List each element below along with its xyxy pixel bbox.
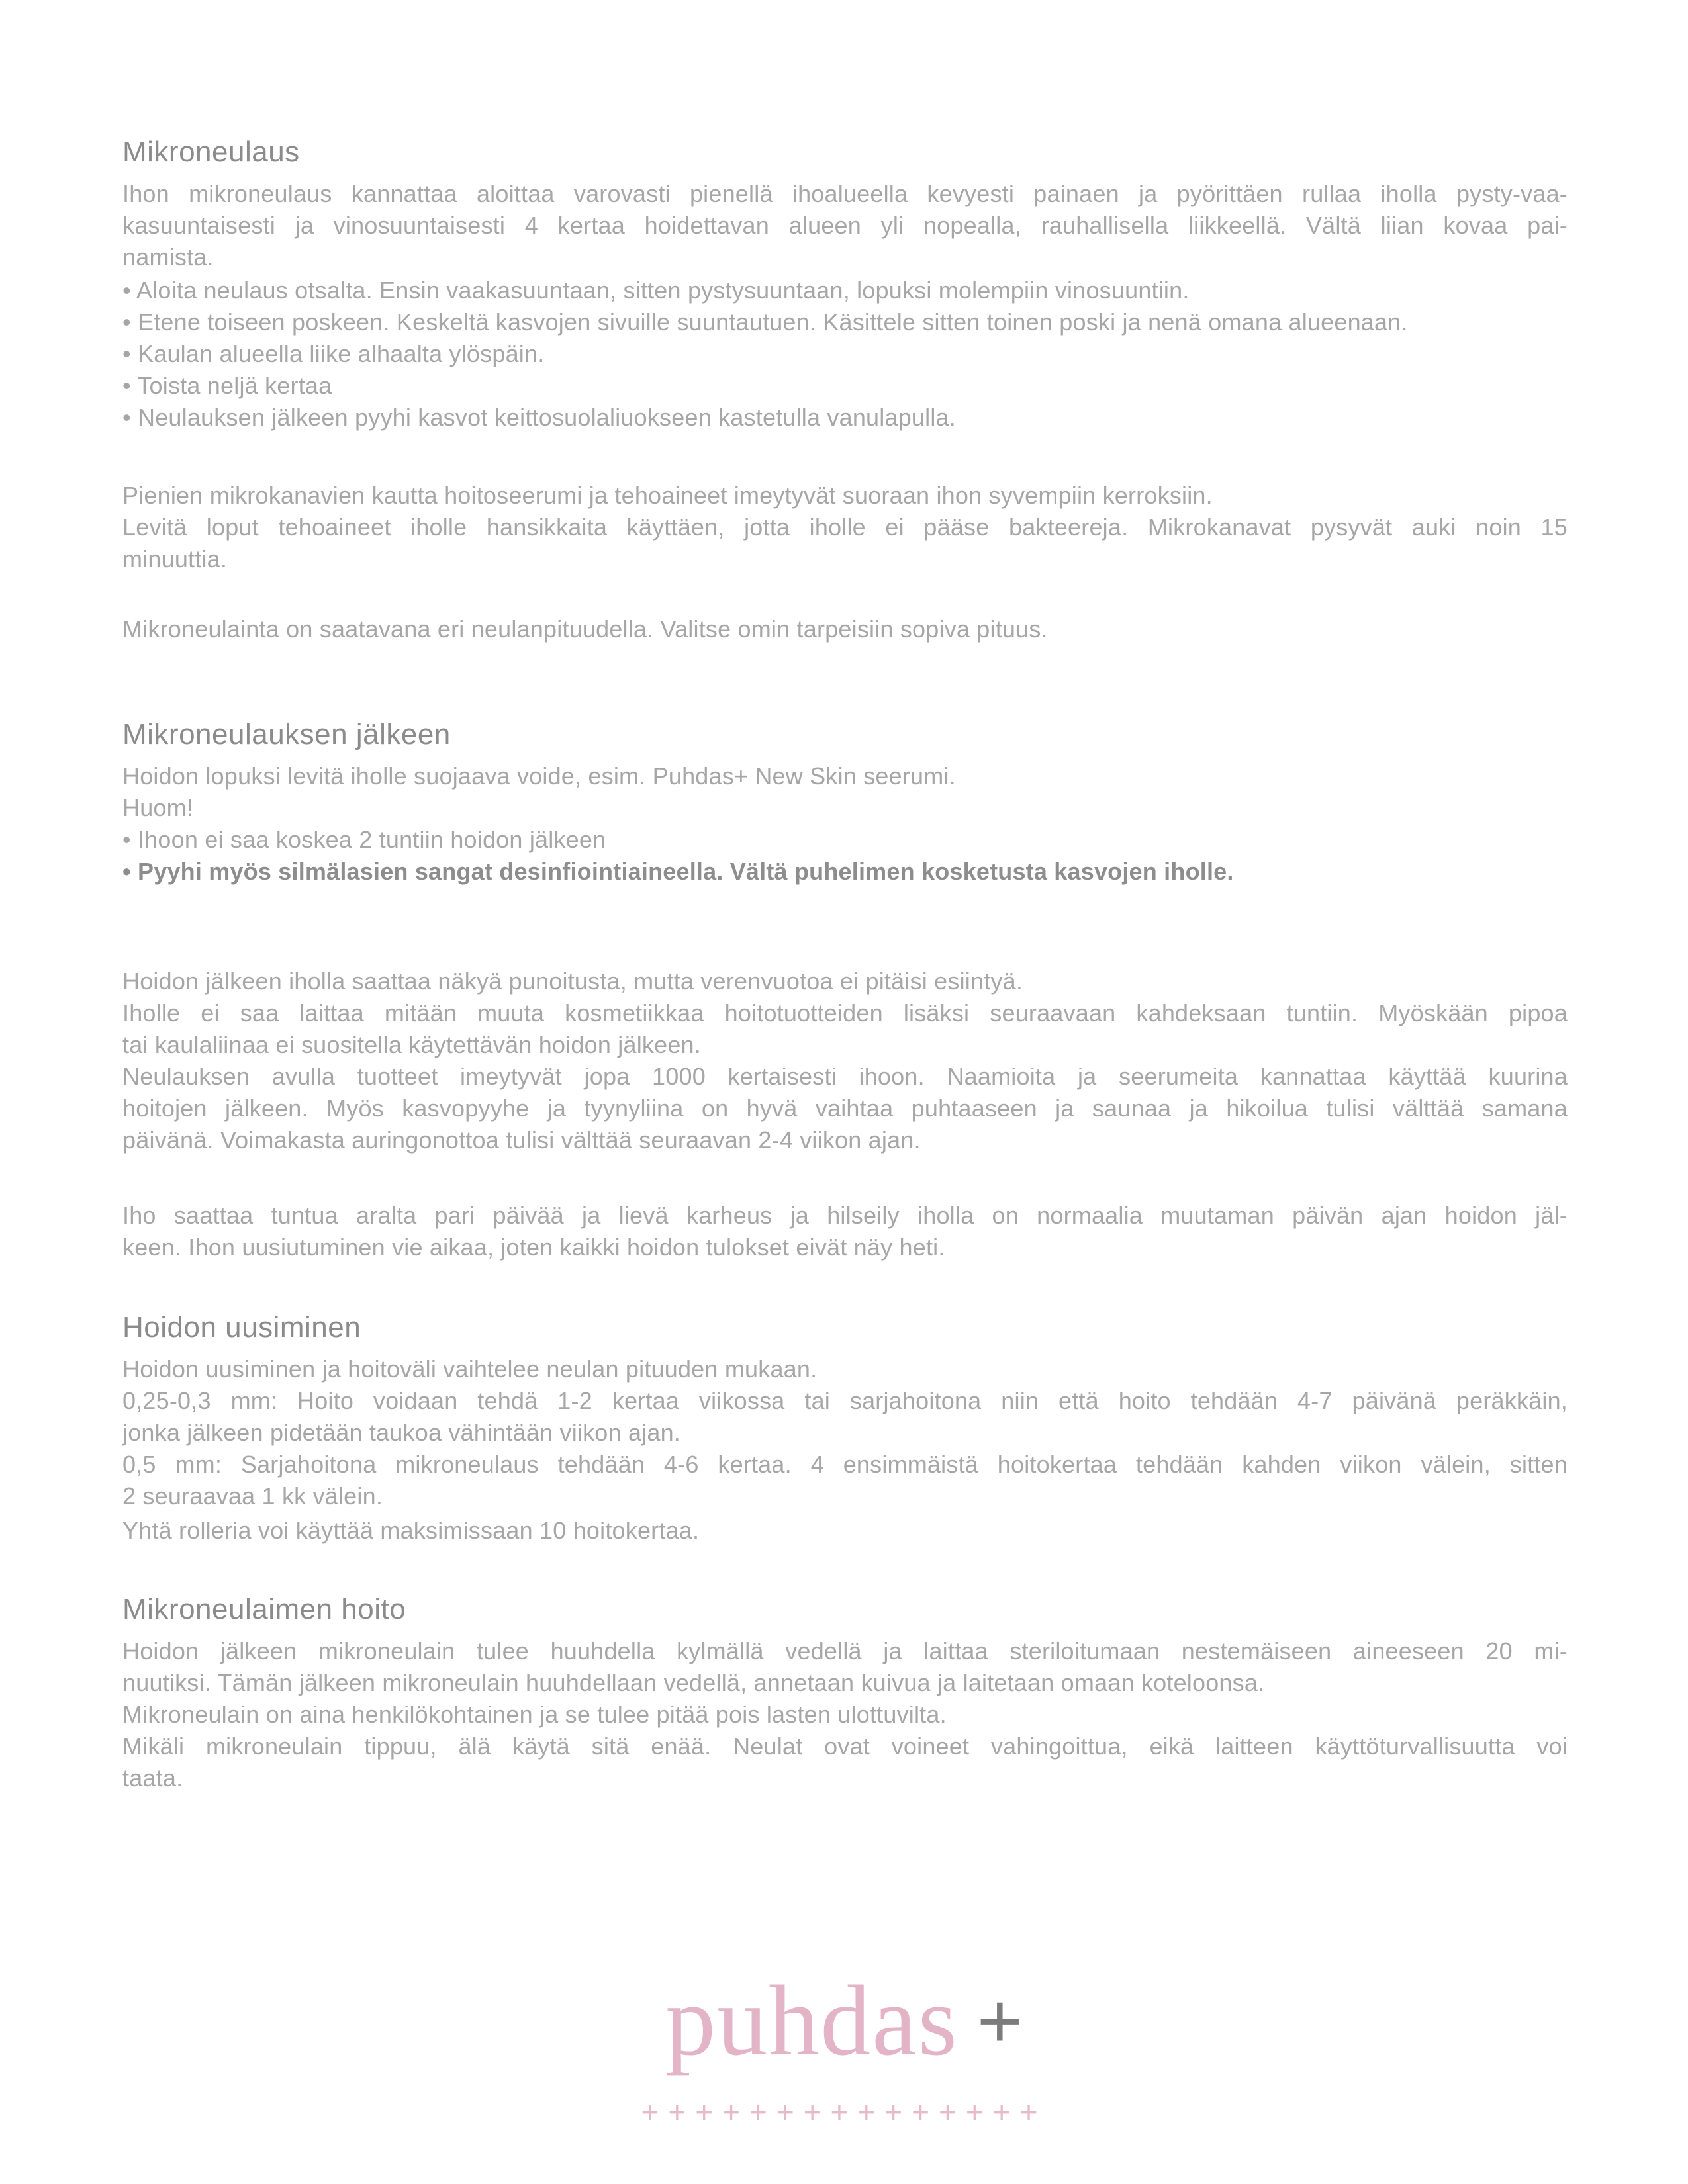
text-line: Iho saattaa tuntua aralta pari päivää ja lievä karheus ja hilseily iholla on normaalia muutaman päivän ajan hoidon jäl- [122, 1202, 1568, 1229]
section-heading-mikroneulaus: Mikroneulaus [122, 136, 300, 168]
text-line: 0,5 mm: Sarjahoitona mikroneulaus tehdään 4-6 kertaa. 4 ensimmäistä hoitokertaa tehdään kahden viikon välein, sitten [122, 1451, 1568, 1478]
text-line: Huom! [122, 794, 194, 821]
text-line: Neulauksen avulla tuotteet imeytyvät jopa 1000 kertaisesti ihoon. Naamioita ja seerumeita kannattaa käyttää kuurina [122, 1063, 1568, 1090]
text-line: Levitä loput tehoaineet iholle hansikkaita käyttäen, jotta iholle ei pääse bakteereja. Mikrokanavat pysyvät auki noin 15 [122, 514, 1568, 541]
text-line: nuutiksi. Tämän jälkeen mikroneulain huuhdellaan vedellä, annetaan kuivua ja laitetaan omaan koteloonsa. [122, 1669, 1265, 1696]
text-line: hoitojen jälkeen. Myös kasvopyyhe ja tyynyliina on hyvä vaihtaa puhtaaseen ja saunaa ja hikoilua tulisi välttää samana [122, 1095, 1568, 1122]
paragraph [122, 1353, 1568, 1512]
text-line: Hoidon lopuksi levitä iholle suojaava voide, esim. Puhdas+ New Skin seerumi. [122, 762, 956, 790]
section-heading-mikroneulaimen-hoito: Mikroneulaimen hoito [122, 1593, 406, 1625]
bullet-item: • Neulauksen jälkeen pyyhi kasvot keittosuolaliuokseen kastetulla vanulapulla. [122, 404, 956, 431]
section-heading-hoidon-uusiminen: Hoidon uusiminen [122, 1311, 361, 1343]
bullet-item: • Aloita neulaus otsalta. Ensin vaakasuuntaan, sitten pystysuuntaan, lopuksi molempiin vinosuuntiin. [122, 277, 1190, 304]
text-line: Ihon mikroneulaus kannattaa aloittaa varovasti pienellä ihoalueella kevyesti painaen ja pyörittäen rullaa iholla pysty-vaa- [122, 180, 1568, 207]
paragraph [122, 1635, 1568, 1794]
logo-plus-row: +++++++++++++++ [641, 2095, 1047, 2129]
bullet-item-emphasized: • Pyyhi myös silmälasien sangat desinfiointiaineella. Vältä puhelimen kosketusta kasvojen iholle. [122, 858, 1234, 885]
text-line: Mikroneulainta on saatavana eri neulanpituudella. Valitse omin tarpeisiin sopiva pituus. [122, 615, 1048, 643]
text-line: tai kaulaliinaa ei suositella käytettävän hoidon jälkeen. [122, 1031, 701, 1058]
text-line: 2 seuraavaa 1 kk välein. [122, 1482, 383, 1510]
bullet-item: • Kaulan alueella liike alhaalta ylöspäin. [122, 340, 545, 367]
bullet-list [122, 275, 1568, 433]
bullet-item: • Etene toiseen poskeen. Keskeltä kasvojen sivuille suuntautuen. Käsittele sitten toinen poski ja nenä omana alueenaan. [122, 308, 1408, 336]
text-line: Iholle ei saa laittaa mitään muuta kosmetiikkaa hoitotuotteiden lisäksi seuraavaan kahdeksaan tuntiin. Myöskään pipoa [122, 999, 1568, 1026]
paragraph [122, 760, 1568, 887]
paragraph [122, 1200, 1568, 1263]
paragraph [122, 966, 1568, 1156]
text-line: jonka jälkeen pidetään taukoa vähintään viikon ajan. [122, 1419, 681, 1446]
paragraph [122, 178, 1568, 273]
text-line: Mikroneulain on aina henkilökohtainen ja se tulee pitää pois lasten ulottuvilta. [122, 1701, 947, 1728]
document-content [122, 0, 1568, 1794]
text-line: taata. [122, 1764, 183, 1792]
paragraph [122, 480, 1568, 575]
text-line: päivänä. Voimakasta auringonottoa tulisi välttää seuraavan 2-4 viikon ajan. [122, 1126, 921, 1154]
text-line: Hoidon jälkeen mikroneulain tulee huuhdella kylmällä vedellä ja laittaa steriloitumaan nestemäiseen aineeseen 20 mi- [122, 1637, 1568, 1664]
text-line: Yhtä rolleria voi käyttää maksimissaan 10 hoitokertaa. [122, 1517, 700, 1544]
logo-plus-sign: + [976, 1978, 1023, 2065]
puhdas-logo-wordmark: puhdas [665, 1965, 959, 2076]
text-line: Pienien mikrokanavien kautta hoitoseerumi ja tehoaineet imeytyvät suoraan ihon syvempiin kerroksiin. [122, 482, 1213, 509]
text-line: Hoidon uusiminen ja hoitoväli vaihtelee neulan pituuden mukaan. [122, 1355, 818, 1383]
paragraph [122, 1515, 1568, 1547]
text-line: keen. Ihon uusiutuminen vie aikaa, joten kaikki hoidon tulokset eivät näy heti. [122, 1234, 945, 1261]
text-line: namista. [122, 244, 214, 271]
text-line: kasuuntaisesti ja vinosuuntaisesti 4 kertaa hoidettavan alueen yli nopealla, rauhallisella liikkeellä. Vältä liian kovaa pai- [122, 212, 1568, 239]
text-line: 0,25-0,3 mm: Hoito voidaan tehdä 1-2 kertaa viikossa tai sarjahoitona niin että hoito tehdään 4-7 päivänä peräkkäin, [122, 1387, 1568, 1414]
text-line: Hoidon jälkeen iholla saattaa näkyä punoitusta, mutta verenvuotoa ei pitäisi esiintyä. [122, 968, 1023, 995]
paragraph [122, 614, 1568, 645]
bullet-item: • Ihoon ei saa koskea 2 tuntiin hoidon jälkeen [122, 826, 606, 853]
section-heading-mikroneulauksen-jalkeen: Mikroneulauksen jälkeen [122, 718, 451, 751]
text-line: minuuttia. [122, 545, 228, 572]
puhdas-logo [0, 1964, 1688, 2130]
bullet-item: • Toista neljä kertaa [122, 372, 332, 399]
text-line: Mikäli mikroneulain tippuu, älä käytä sitä enää. Neulat ovat voineet vahingoittua, eikä laitteen käyttöturvallisuutta voi [122, 1733, 1568, 1760]
puhdas-logo-lockup [0, 1964, 1688, 2077]
